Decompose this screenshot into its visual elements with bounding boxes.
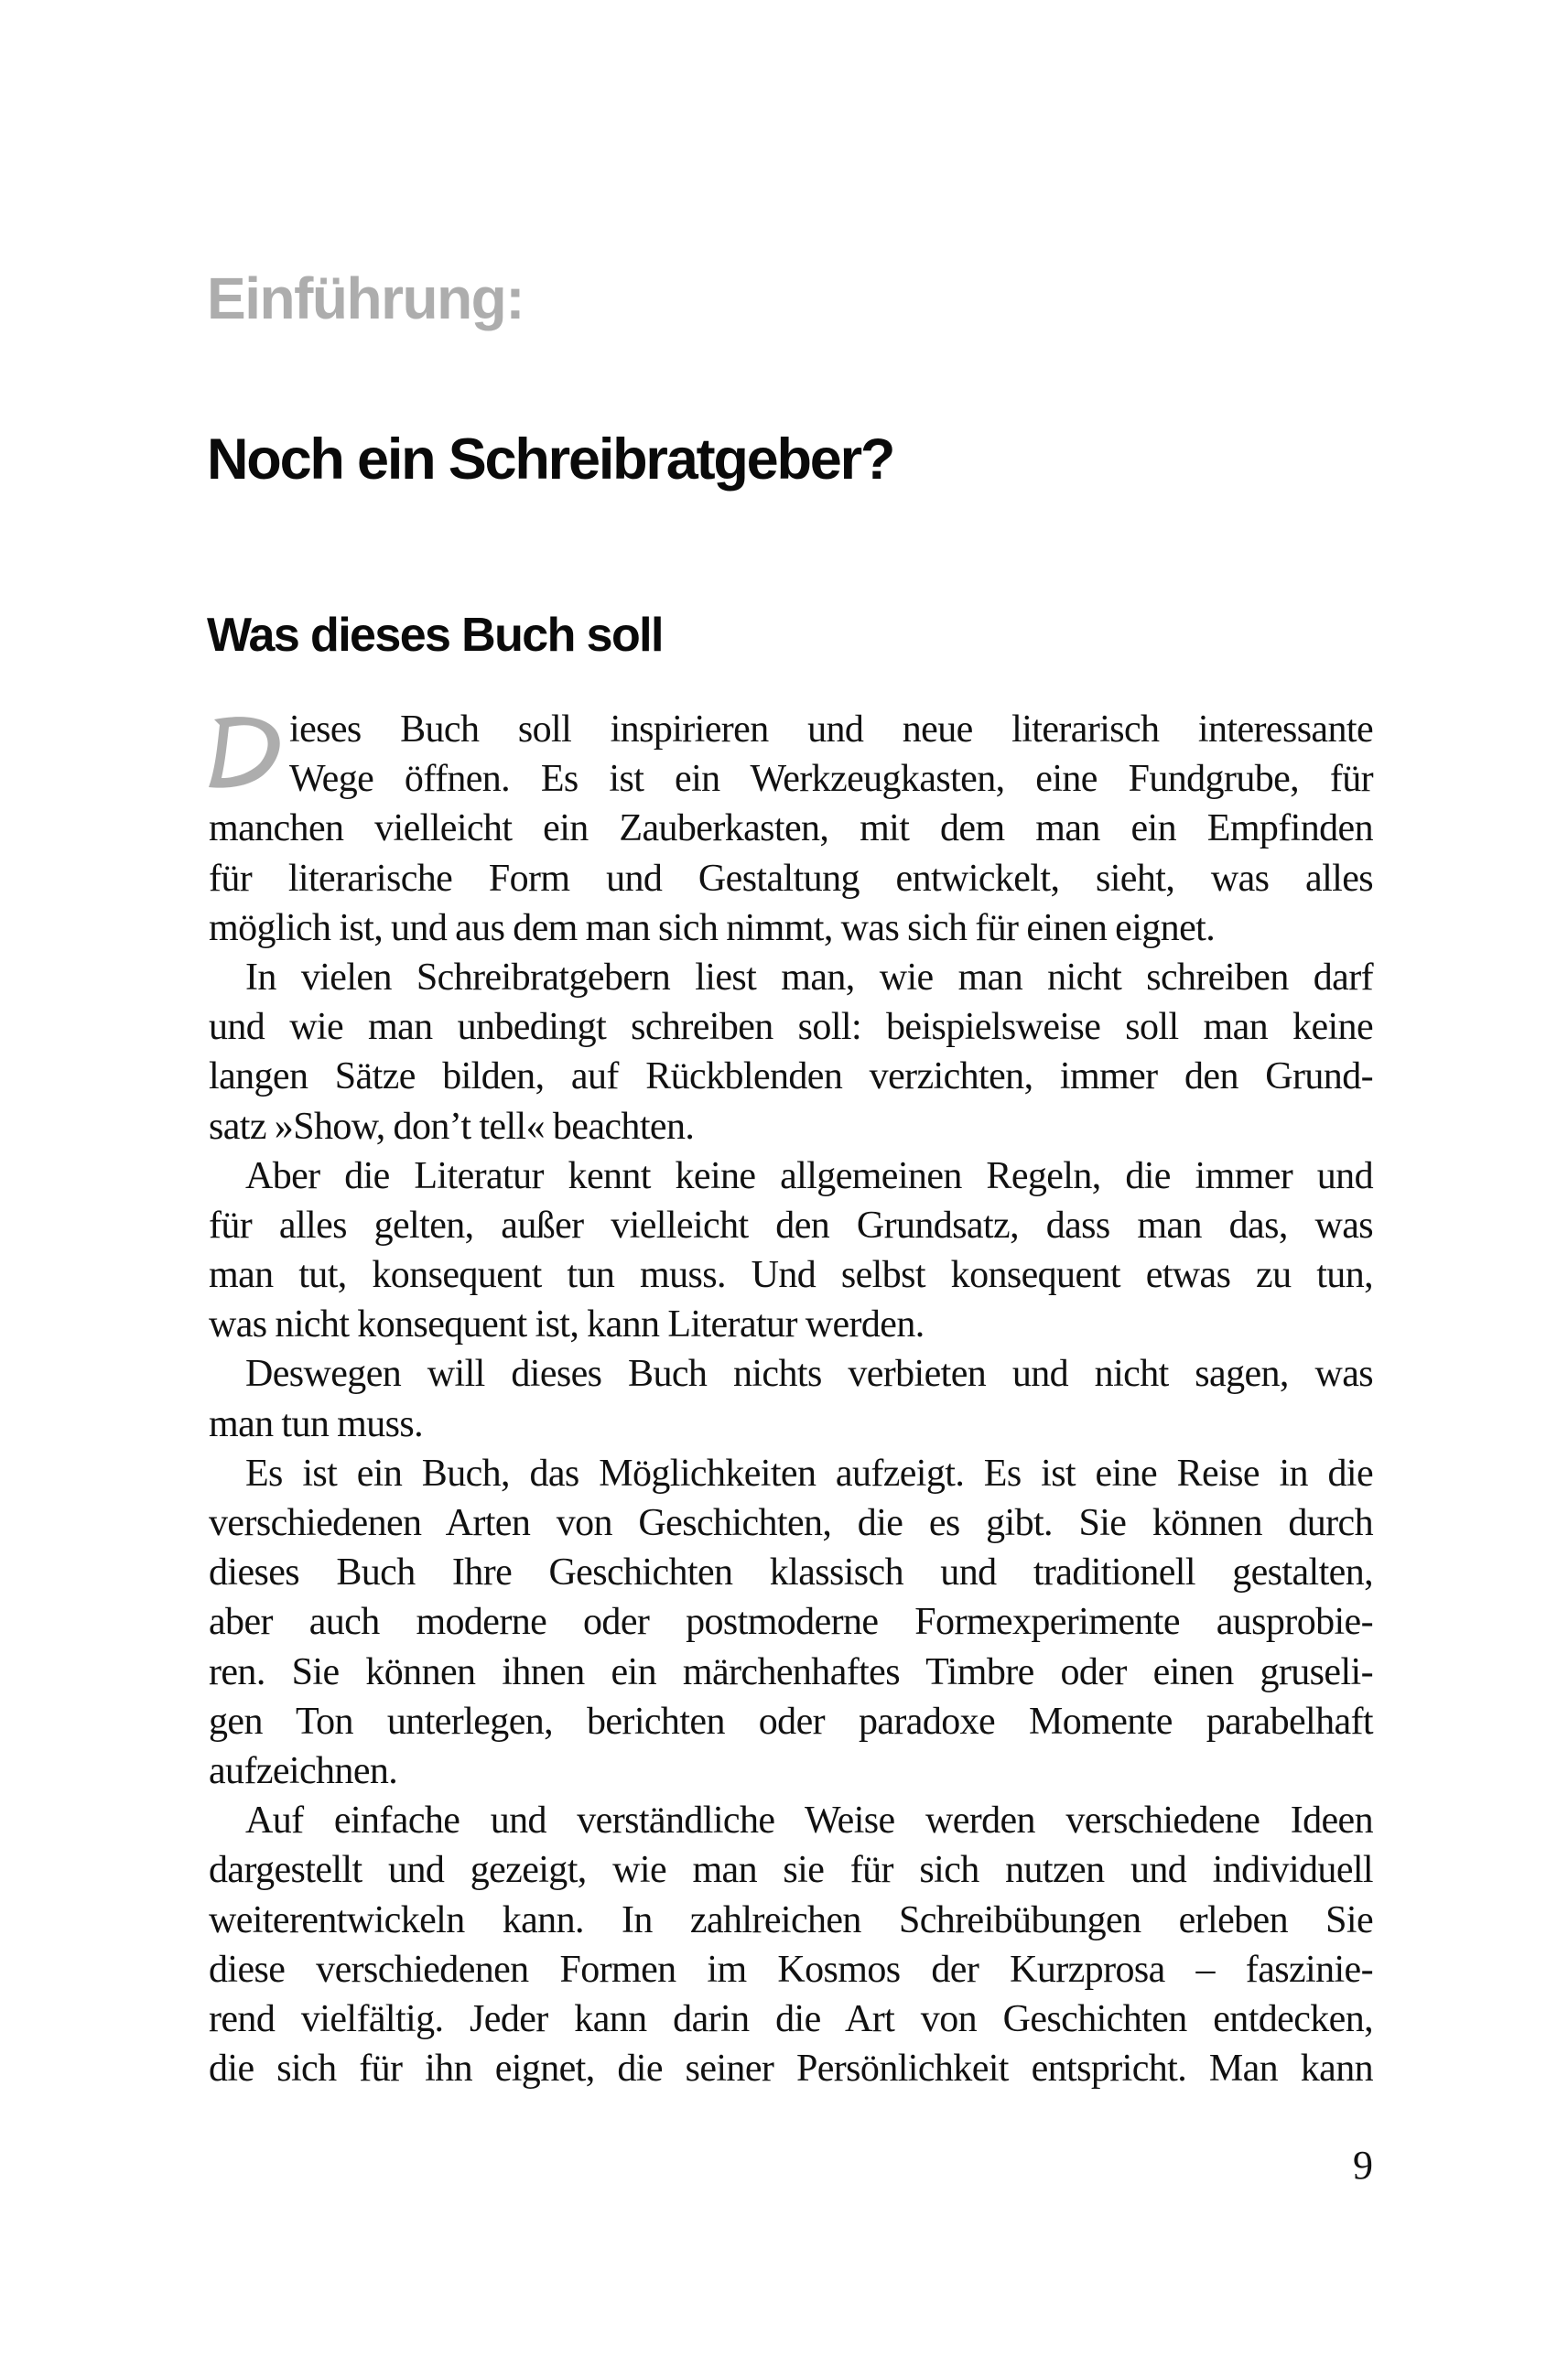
body-line: rend vielfältig. Jeder kann darin die Art von Geschichten entdecken, (209, 1997, 1373, 2040)
body-line: aufzeichnen. (209, 1749, 398, 1792)
body-line: man tut, konsequent tun muss. Und selbst konsequent etwas zu tun, (209, 1254, 1373, 1297)
body-line: und wie man unbedingt schreiben soll: beispielsweise soll man keine (209, 1006, 1373, 1049)
body-line: Deswegen will dieses Buch nichts verbieten und nicht sagen, was (245, 1353, 1373, 1396)
page-number: 9 (1353, 2143, 1373, 2188)
body-line: weiterentwickeln kann. In zahlreichen Schreibübungen erleben Sie (209, 1898, 1373, 1941)
body-line: Wege öffnen. Es ist ein Werkzeugkasten, eine Fundgrube, für (289, 758, 1373, 801)
body-line: In vielen Schreibratgebern liest man, wie man nicht schreiben darf (245, 956, 1373, 999)
chapter-title: Noch ein Schreibratgeber? (207, 427, 894, 492)
chapter-kicker: Einführung: (207, 265, 524, 331)
body-line: ren. Sie können ihnen ein märchenhaftes Timbre oder einen gruseli- (209, 1650, 1373, 1693)
body-line: dargestellt und gezeigt, wie man sie für sich nutzen und individuell (209, 1849, 1373, 1892)
section-heading: Was dieses Buch soll (207, 609, 663, 662)
body-line: verschiedenen Arten von Geschichten, die es gibt. Sie können durch (209, 1502, 1373, 1544)
body-line: was nicht konsequent ist, kann Literatur werden. (209, 1303, 925, 1346)
body-line: gen Ton unterlegen, berichten oder paradoxe Momente parabelhaft (209, 1700, 1373, 1743)
body-line: ieses Buch soll inspirieren und neue literarisch interessante (289, 708, 1373, 751)
body-line: Aber die Literatur kennt keine allgemeinen Regeln, die immer und (245, 1154, 1373, 1197)
body-line: die sich für ihn eignet, die seiner Persönlichkeit entspricht. Man kann (209, 2048, 1373, 2091)
body-line: Es ist ein Buch, das Möglichkeiten aufzeigt. Es ist eine Reise in die (245, 1452, 1373, 1495)
body-line: dieses Buch Ihre Geschichten klassisch und traditionell gestalten, (209, 1551, 1373, 1594)
body-line: für alles gelten, außer vielleicht den Grundsatz, dass man das, was (209, 1204, 1373, 1247)
body-line: man tun muss. (209, 1402, 424, 1445)
body-line: langen Sätze bilden, auf Rückblenden verzichten, immer den Grund- (209, 1055, 1373, 1098)
body-line: Auf einfache und verständliche Weise werden verschiedene Ideen (245, 1800, 1373, 1843)
body-line: möglich ist, und aus dem man sich nimmt, was sich für einen eignet. (209, 906, 1216, 949)
body-line: diese verschiedenen Formen im Kosmos der Kurzprosa – faszinie- (209, 1948, 1373, 1991)
body-line: aber auch moderne oder postmoderne Formexperimente ausprobie- (209, 1601, 1373, 1644)
body-line: manchen vielleicht ein Zauberkasten, mit dem man ein Empfinden (209, 807, 1373, 850)
body-text (209, 705, 1373, 2093)
body-line: für literarische Form und Gestaltung entwickelt, sieht, was alles (209, 857, 1373, 900)
body-line: satz »Show, don’t tell« beachten. (209, 1105, 695, 1148)
